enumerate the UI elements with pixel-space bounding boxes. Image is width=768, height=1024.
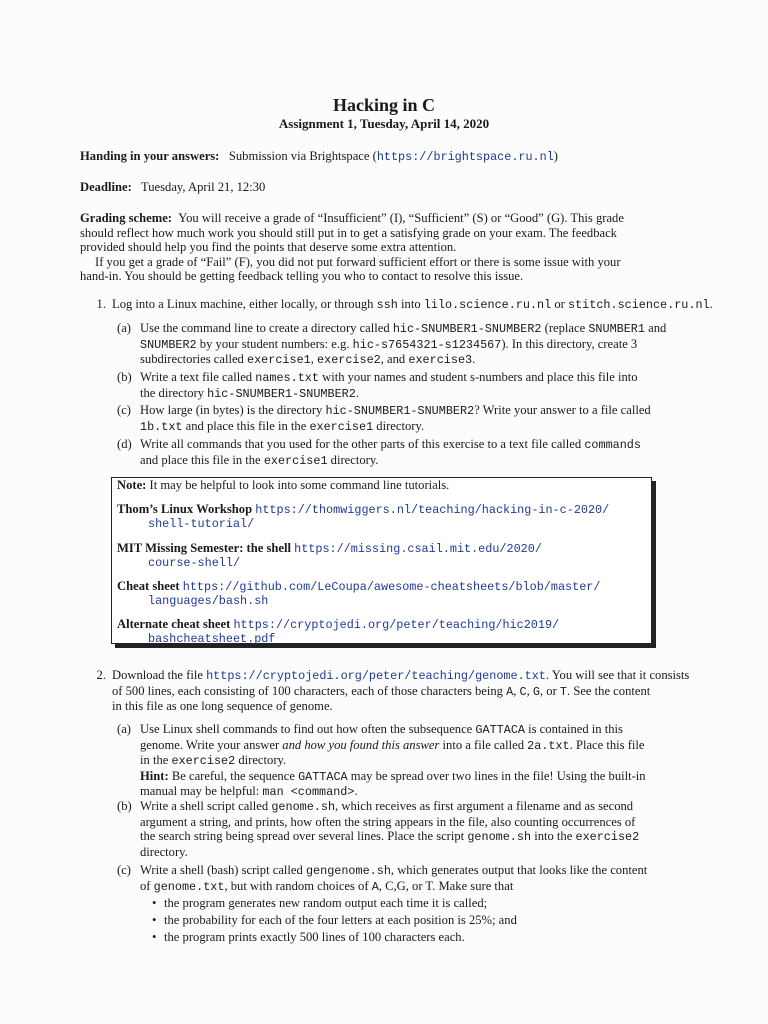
q1c-text: How large (in bytes) is the directory hic-SNUMBER1-SNUMBER2? Write your answer to a file called 1b.txt and place this file in the exercise1 directory.	[140, 403, 651, 434]
page-title: Hacking in C	[332, 95, 436, 115]
tutorial-link[interactable]: https://github.com/LeCoupa/awesome-cheatsheets/blob/master/	[182, 580, 601, 594]
bullet-icon: •	[152, 913, 157, 927]
brightspace-link[interactable]: https://brightspace.ru.nl	[376, 150, 554, 164]
tutorial-link-cont[interactable]: bashcheatsheet.pdf	[148, 632, 276, 646]
list-item: • the program prints exactly 500 lines of 100 characters each.	[152, 930, 465, 944]
q2a-text: Use Linux shell commands to find out how often the subsequence GATTACA is contained in this genome. Write your answer and how you found this answer into a file called 2a.txt. Place this file in the exercise2 directory. Hint: Be careful, the sequence GATTACA may be spread over two lines in the file! Using the built-in manual may be helpful: man <command>.	[140, 722, 646, 800]
q2b-text: Write a shell script called genome.sh, which receives as first argument a filename and as second argument a string, and prints, how often the string appears in the file, also counting occurrences of the search string being spread over several lines. Place the script genome.sh into the exercise2 directory.	[140, 799, 640, 859]
q1b-text: Write a text file called names.txt with your names and student s-numbers and place this file into the directory hic-SNUMBER1-SNUMBER2.	[140, 370, 638, 401]
tutorial-link-cont[interactable]: shell-tutorial/	[148, 517, 255, 531]
grading-paragraph	[80, 211, 697, 284]
handin-label: Handing in your answers:	[80, 149, 220, 163]
tutorial-link-cont[interactable]: languages/bash.sh	[148, 594, 269, 608]
list-item: • the program generates new random output each time it is called;	[152, 896, 488, 910]
tutorial-link[interactable]: https://missing.csail.mit.edu/2020/	[294, 542, 542, 556]
handin-text: Submission via Brightspace (	[228, 149, 377, 163]
tutorial-entry: Alternate cheat sheet https://cryptojedi.org/peter/teaching/hic2019/	[117, 617, 560, 632]
grading-line: provided should help you find the points that deserve some extra attention.	[80, 240, 457, 255]
deadline-paragraph	[80, 180, 697, 195]
note-box	[111, 477, 652, 644]
tutorial-link[interactable]: https://thomwiggers.nl/teaching/hacking-in-c-2020/	[255, 503, 610, 517]
q1d-text: Write all commands that you used for the other parts of this exercise to a text file called commands and place this file in the exercise1 directory.	[140, 437, 641, 468]
grading-line: If you get a grade of “Fail” (F), you did not put forward sufficient effort or there is some issue with your	[95, 254, 621, 269]
tutorial-entry: Thom’s Linux Workshop https://thomwiggers.nl/teaching/hacking-in-c-2020/	[117, 502, 610, 517]
grading-line: should reflect how much work you should still put in to get a satisfying grade on your exam. The feedback	[80, 225, 617, 240]
page-subtitle: Assignment 1, Tuesday, April 14, 2020	[278, 116, 490, 131]
note-intro: Note: It may be helpful to look into some command line tutorials.	[117, 478, 450, 492]
q1a-label: (a)	[117, 321, 131, 335]
genome-link[interactable]: https://cryptojedi.org/peter/teaching/genome.txt	[206, 669, 546, 683]
tutorial-entry: Cheat sheet https://github.com/LeCoupa/awesome-cheatsheets/blob/master/	[117, 579, 601, 594]
q2-text: Download the file https://cryptojedi.org/peter/teaching/genome.txt. You will see that it consists of 500 lines, each consisting of 100 characters, each of those characters being A, C, G, or T. See the content in this file as one long sequence of genome.	[112, 668, 690, 714]
question-number: 1.	[96, 297, 106, 311]
tutorial-link-cont[interactable]: course-shell/	[148, 556, 241, 570]
handin-text-end: )	[553, 149, 558, 163]
deadline-text: Tuesday, April 21, 12:30	[141, 180, 266, 194]
q1b-label: (b)	[117, 370, 132, 384]
q1-text: Log into a Linux machine, either locally, or through ssh into lilo.science.ru.nl or stitch.science.ru.nl.	[112, 297, 713, 312]
grading-label: Grading scheme:	[80, 211, 172, 225]
list-item: • the probability for each of the four letters at each position is 25%; and	[152, 913, 517, 927]
q1c-label: (c)	[117, 403, 131, 417]
q1a-text: Use the command line to create a directory called hic-SNUMBER1-SNUMBER2 (replace SNUMBER1 and SNUMBER2 by your student numbers: e.g. hic-s7654321-s1234567). In this directory, create 3 subdirectories called exercise1, exercise2, and exercise3.	[140, 321, 667, 368]
q2a-label: (a)	[117, 722, 131, 736]
tutorial-entry: MIT Missing Semester: the shell https://missing.csail.mit.edu/2020/	[117, 541, 542, 556]
grading-line: hand-in. You should be getting feedback telling you who to contact to resolve this issue.	[80, 269, 524, 284]
handin-paragraph	[80, 149, 697, 165]
q2c-text: Write a shell (bash) script called gengenome.sh, which generates output that looks like the content of genome.txt, but with random choices of A, C,G, or T. Make sure that	[140, 863, 648, 894]
tutorial-link[interactable]: https://cryptojedi.org/peter/teaching/hic2019/	[233, 618, 560, 632]
bullet-icon: •	[152, 930, 157, 944]
question-number: 2.	[96, 668, 106, 682]
q1d-label: (d)	[117, 437, 132, 451]
grading-line: You will receive a grade of “Insufficient” (I), “Sufficient” (S) or “Good” (G). This grade	[178, 211, 624, 225]
q2b-label: (b)	[117, 799, 132, 813]
bullet-icon: •	[152, 896, 157, 910]
deadline-label: Deadline:	[80, 180, 132, 194]
q2c-label: (c)	[117, 863, 131, 877]
